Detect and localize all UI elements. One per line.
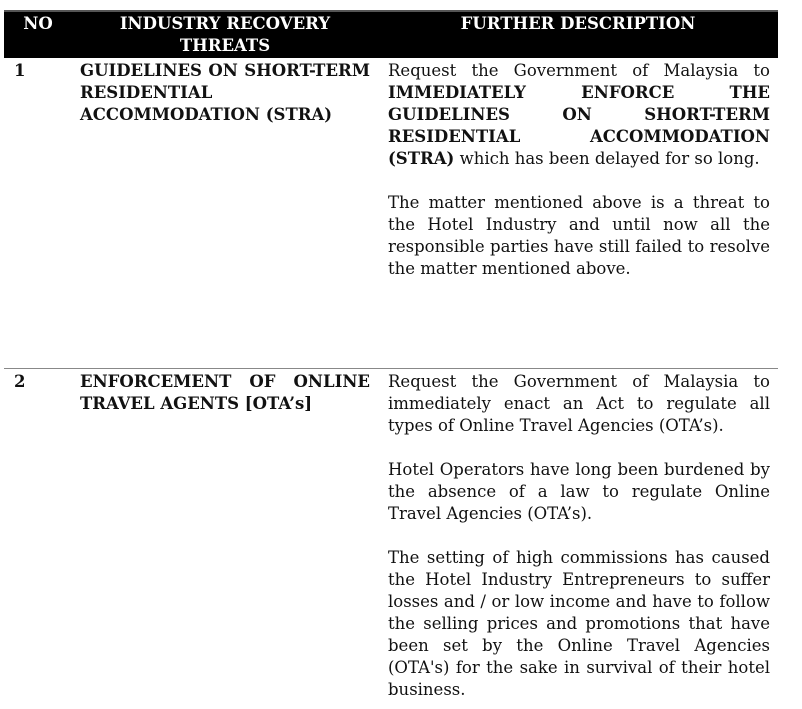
header-threats: INDUSTRY RECOVERY THREATS (119, 14, 331, 55)
description-text: which has been delayed for so long. (454, 149, 760, 168)
header-no: NO (23, 14, 53, 33)
description-paragraph: Hotel Operators have long been burdened by the absence of a law to regulate Online Travel Agencies (OTA’s). (388, 460, 770, 523)
row-description (378, 369, 778, 709)
description-paragraph: Request the Government of Malaysia to immediately enact an Act to regulate all types of Online Travel Agencies (OTA’s). (388, 372, 770, 435)
table-row (4, 58, 778, 369)
row-threat: ENFORCEMENT OF ONLINE TRAVEL AGENTS [OTA’s] (80, 372, 370, 413)
header-description: FURTHER DESCRIPTION (460, 14, 696, 33)
description-paragraph: The setting of high commissions has caused the Hotel Industry Entrepreneurs to suffer losses and / or low income and have to follow the selling prices and promotions that have been set by the Online Travel Agencies (OTA's) for the sake in survival of their hotel business. (388, 548, 770, 699)
description-bold-text: IMMEDIATELY ENFORCE THE GUIDELINES ON SHORT-TERM RESIDENTIAL ACCOMMODATION (STRA) (388, 83, 770, 168)
description-paragraph (388, 60, 770, 170)
description-paragraph: The matter mentioned above is a threat to the Hotel Industry and until now all the responsible parties have still failed to resolve the matter mentioned above. (388, 193, 770, 278)
row-description (378, 58, 778, 368)
threats-table (4, 10, 778, 709)
row-number: 1 (14, 61, 26, 80)
description-text: Request the Government of Malaysia to (388, 61, 770, 80)
row-threat: GUIDELINES ON SHORT-TERM RESIDENTIAL ACCOMMODATION (STRA) (80, 61, 370, 124)
row-number: 2 (14, 372, 26, 391)
table-header (4, 10, 778, 58)
table-row (4, 369, 778, 709)
